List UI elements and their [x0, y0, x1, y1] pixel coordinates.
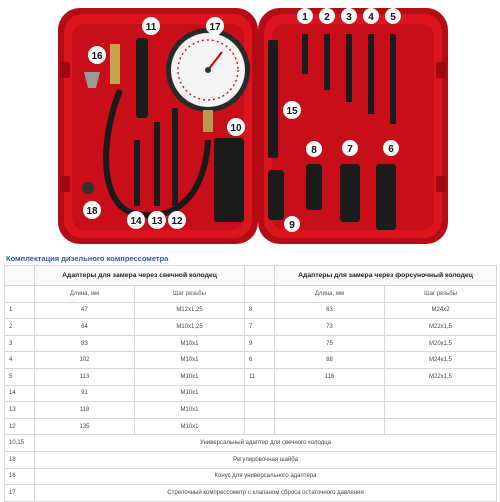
label-15: [283, 101, 301, 119]
table-row: 3 83 M10x1 9 75 M20x1,5: [5, 335, 497, 352]
svg-text:4: 4: [368, 12, 374, 23]
label-17: [206, 17, 224, 35]
kit-title: Комплектация дизельного компрессометра: [6, 254, 169, 263]
latch: [436, 62, 446, 78]
adapter-7: [340, 164, 360, 222]
svg-text:17: 17: [209, 22, 221, 33]
adapter-12: [172, 108, 178, 206]
label-11: [142, 17, 160, 35]
table-row: 13 119 M10x1: [5, 402, 497, 419]
col-length-left: Длина, мм: [35, 286, 135, 303]
label-9: [284, 216, 300, 232]
table-group-header: [5, 266, 497, 286]
adapter-1: [302, 34, 308, 74]
svg-text:6: 6: [388, 144, 394, 155]
washer-18: [82, 182, 94, 194]
svg-text:16: 16: [91, 51, 103, 62]
latch: [60, 176, 70, 192]
table-row: 14 91 M10x1: [5, 385, 497, 402]
table-row: 1 47 M12x1,25 8 63 M24x2: [5, 302, 497, 319]
adapter-2: [324, 34, 330, 90]
col-thread-right: Шаг резьбы: [385, 286, 497, 303]
table-footer-row: 10,15 Универсальный адаптер для свечного колодца: [5, 435, 497, 452]
adapter-block-10: [214, 138, 244, 222]
table-row: 12 135 M10x1: [5, 418, 497, 435]
col-length-right: Длина, мм: [275, 286, 385, 303]
svg-text:5: 5: [390, 12, 396, 23]
adapter-15: [268, 40, 278, 158]
label-13: [148, 211, 166, 229]
label-8: [306, 141, 322, 157]
svg-text:3: 3: [346, 12, 352, 23]
adapter-5: [390, 34, 396, 124]
svg-text:9: 9: [289, 220, 295, 231]
adapter-3: [346, 34, 352, 102]
label-3: [341, 8, 357, 24]
label-18: [83, 201, 101, 219]
table-column-header: [5, 286, 497, 303]
adapter-13: [154, 122, 160, 206]
svg-text:15: 15: [286, 106, 298, 117]
brass-adapter: [110, 44, 120, 84]
svg-text:18: 18: [86, 206, 98, 217]
adapter-14: [134, 140, 140, 206]
adapter-4: [368, 34, 374, 114]
svg-text:14: 14: [130, 216, 142, 227]
svg-text:2: 2: [324, 12, 330, 23]
label-16: [88, 46, 106, 64]
label-4: [363, 8, 379, 24]
svg-text:8: 8: [311, 145, 317, 156]
table-footer-row: 18 Регулировочная шайба: [5, 451, 497, 468]
svg-text:7: 7: [347, 144, 353, 155]
label-14: [127, 211, 145, 229]
svg-text:13: 13: [151, 216, 163, 227]
label-2: [319, 8, 335, 24]
label-6: [383, 140, 399, 156]
adapter-11: [136, 38, 148, 118]
label-12: [168, 211, 186, 229]
svg-text:10: 10: [230, 123, 242, 134]
svg-text:11: 11: [145, 22, 157, 33]
svg-text:1: 1: [302, 12, 308, 23]
table-footer-row: 17 Стрелочный компрессометр с клапаном сброса остаточного давления: [5, 485, 497, 502]
col-thread-left: Шаг резьбы: [135, 286, 245, 303]
spec-table: [4, 265, 497, 502]
latch: [60, 62, 70, 78]
adapter-8: [306, 164, 322, 210]
table-row: 2 64 M10x1,25 7 73 M22x1,5: [5, 319, 497, 336]
label-5: [385, 8, 401, 24]
adapter-6: [376, 164, 396, 230]
group-left-title: Адаптеры для замера через свечной колодец: [35, 266, 245, 286]
adapter-9: [268, 170, 284, 220]
table-row: 4 102 M10x1 6 88 M24x1,5: [5, 352, 497, 369]
label-7: [342, 140, 358, 156]
latch: [436, 176, 446, 192]
label-10: [227, 118, 245, 136]
group-right-title: Адаптеры для замера через форсуночный колодец: [275, 266, 497, 286]
table-row: 5 113 M10x1 11 118 M22x1,5: [5, 368, 497, 385]
table-footer-row: 16 Конус для универсального адаптера: [5, 468, 497, 485]
svg-text:12: 12: [171, 216, 183, 227]
label-1: [297, 8, 313, 24]
